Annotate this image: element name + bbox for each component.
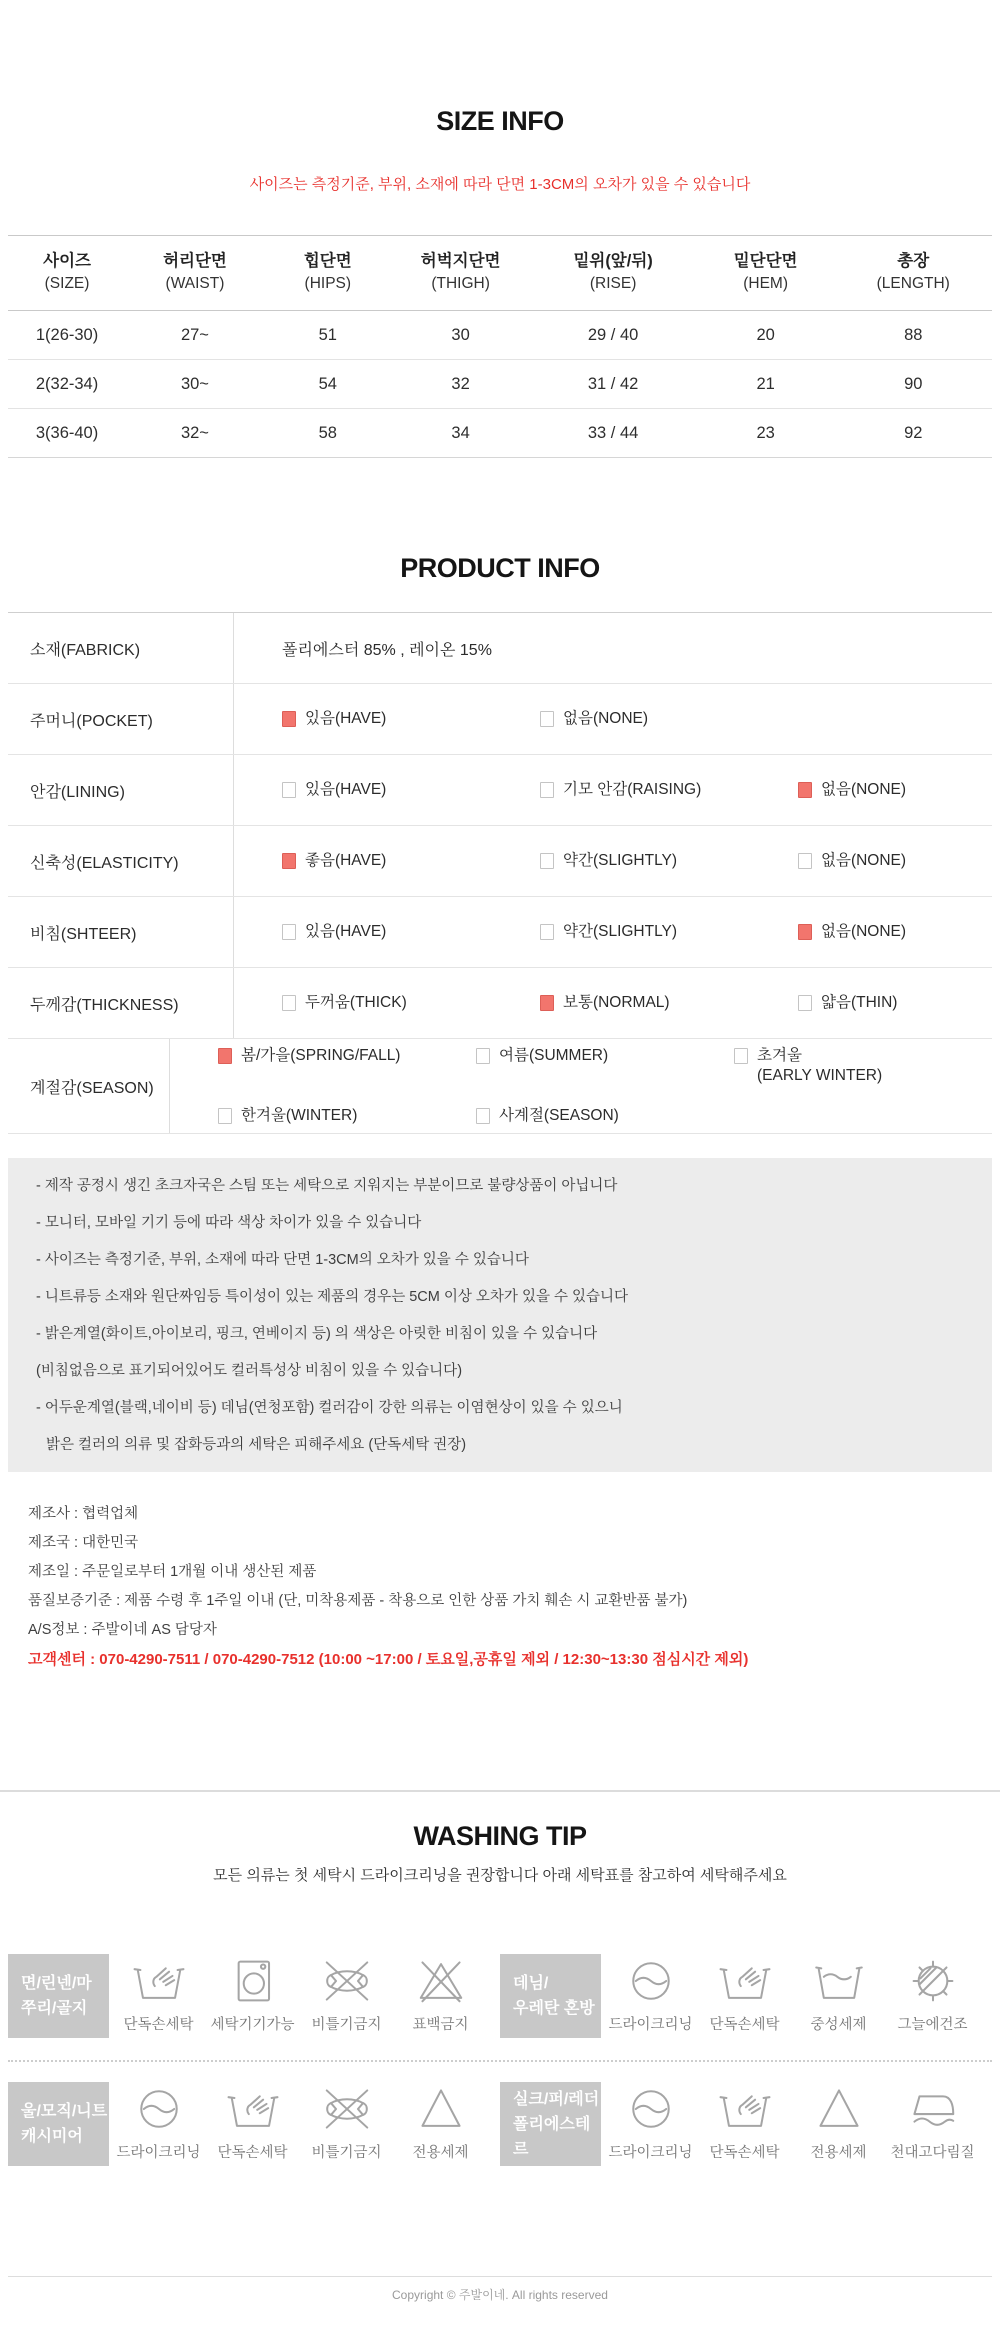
option-checkbox	[282, 782, 296, 798]
dry-clean-icon	[624, 1954, 678, 2008]
note-line: - 밝은계열(화이트,아이보리, 핑크, 연베이지 등) 의 색상은 아릿한 비침이 있을 수 있습니다	[36, 1326, 598, 1342]
header-length: 총장 (LENGTH)	[835, 236, 993, 311]
product-row-season	[8, 1039, 992, 1134]
handwash-icon	[718, 1954, 772, 2008]
option-label: 보통(NORMAL)	[563, 994, 670, 1011]
option-label: 있음(HAVE)	[305, 923, 387, 940]
option-label: 없음(NONE)	[821, 852, 907, 869]
fabric-group-label: 실크/퍼/레더 폴리에스테르	[500, 2082, 601, 2166]
care-caption: 단독손세탁	[217, 2145, 288, 2161]
note-line: - 사이즈는 측정기준, 부위, 소재에 따라 단면 1-3CM의 오차가 있을 수 있습니다	[36, 1252, 529, 1268]
option-label: 봄/가을(SPRING/FALL)	[241, 1047, 401, 1064]
product-row-sheer	[8, 897, 992, 968]
care-item	[700, 1954, 789, 2034]
header-hem: 밑단단면 (HEM)	[697, 236, 835, 311]
product-info-title: PRODUCT INFO	[400, 553, 600, 583]
option-label: 기모 안감(RAISING)	[563, 781, 702, 798]
care-caption: 표백금지	[412, 2017, 469, 2033]
maker-info	[8, 1500, 992, 1674]
option-label: 두꺼움(THICK)	[305, 994, 407, 1011]
size-cell: 20	[697, 311, 835, 360]
option-label: 없음(NONE)	[821, 923, 907, 940]
washing-group-denim	[500, 1954, 992, 2038]
care-caption: 드라이크리닝	[116, 2145, 201, 2161]
option-checkbox	[282, 995, 296, 1011]
dry-clean-icon	[624, 2082, 678, 2136]
option-label: 약간(SLIGHTLY)	[563, 852, 678, 869]
option-checkbox	[798, 995, 812, 1011]
product-option	[798, 780, 906, 800]
care-caption: 드라이크리닝	[608, 2017, 693, 2033]
no-wring-icon	[320, 1954, 374, 2008]
product-row-thickness	[8, 968, 992, 1039]
size-row	[8, 409, 992, 458]
option-checkbox	[218, 1108, 232, 1124]
care-caption: 단독손세탁	[709, 2017, 780, 2033]
row-label: 소재(FABRICK)	[30, 641, 141, 659]
product-option	[734, 1046, 992, 1086]
size-cell: 27~	[126, 311, 264, 360]
care-item	[888, 1954, 977, 2034]
care-caption: 전용세제	[412, 2145, 469, 2161]
option-checkbox	[798, 924, 812, 940]
row-label: 주머니(POCKET)	[30, 712, 153, 730]
care-item	[606, 1954, 695, 2034]
care-item	[606, 2082, 695, 2162]
maker-line: 제조일 : 주문일로부터 1개월 이내 생산된 제품	[28, 1564, 317, 1580]
fabric-value: 폴리에스터 85% , 레이온 15%	[233, 613, 992, 683]
size-info-title: SIZE INFO	[436, 106, 564, 136]
note-line: - 모니터, 모바일 기기 등에 따라 색상 차이가 있을 수 있습니다	[36, 1215, 422, 1231]
header-rise: 밑위(앞/뒤) (RISE)	[529, 236, 696, 311]
header-hips: 힙단면 (HIPS)	[264, 236, 392, 311]
notice-box	[8, 1158, 992, 1472]
washing-row-2	[8, 2082, 992, 2166]
product-option	[282, 780, 540, 800]
option-checkbox	[282, 924, 296, 940]
option-checkbox	[540, 711, 554, 727]
no-wring-icon	[320, 2082, 374, 2136]
care-item	[700, 2082, 789, 2162]
maker-line: A/S정보 : 주발이네 AS 담당자	[28, 1622, 217, 1638]
product-option	[540, 922, 798, 942]
option-label: 없음(NONE)	[563, 710, 649, 727]
size-cell: 29 / 40	[529, 311, 696, 360]
size-cell: 30~	[126, 360, 264, 409]
product-option	[282, 851, 540, 871]
option-checkbox	[540, 995, 554, 1011]
detergent-only-icon	[414, 2082, 468, 2136]
footer-divider	[8, 2276, 992, 2277]
size-cell: 30	[392, 311, 530, 360]
size-cell: 92	[835, 409, 993, 458]
washing-group-cotton	[8, 1954, 500, 2038]
handwash-icon	[226, 2082, 280, 2136]
note-line: (비침없음으로 표기되어있어도 컬러특성상 비침이 있을 수 있습니다)	[36, 1363, 463, 1379]
size-cell: 33 / 44	[529, 409, 696, 458]
no-bleach-icon	[414, 1954, 468, 2008]
row-label: 계절감(SEASON)	[30, 1079, 154, 1097]
washing-machine-icon	[226, 1954, 280, 2008]
care-item	[302, 1954, 391, 2034]
care-caption: 비틀기금지	[311, 2017, 382, 2033]
care-caption: 중성세제	[810, 2017, 867, 2033]
shade-dry-icon	[906, 1954, 960, 2008]
size-table	[8, 235, 992, 458]
option-label: 여름(SUMMER)	[499, 1047, 609, 1064]
note-line: 밝은 컬러의 의류 및 잡화등과의 세탁은 피해주세요 (단독세탁 권장)	[46, 1437, 467, 1453]
option-label: 약간(SLIGHTLY)	[563, 923, 678, 940]
size-cell: 54	[264, 360, 392, 409]
product-option	[540, 993, 798, 1013]
note-line: - 니트류등 소재와 원단짜임등 특이성이 있는 제품의 경우는 5CM 이상 오차가 있을 수 있습니다	[36, 1289, 629, 1305]
option-checkbox	[798, 782, 812, 798]
option-checkbox	[540, 782, 554, 798]
handwash-icon	[132, 1954, 186, 2008]
footer-copyright: Copyright © 주발이네. All rights reserved	[392, 2288, 608, 2302]
option-label: 있음(HAVE)	[305, 710, 387, 727]
care-item	[208, 1954, 297, 2034]
row-label: 비침(SHTEER)	[30, 925, 137, 943]
product-option	[798, 922, 906, 942]
option-checkbox	[218, 1048, 232, 1064]
product-option	[540, 709, 648, 729]
detergent-only-icon	[812, 2082, 866, 2136]
option-label: 한겨울(WINTER)	[241, 1107, 358, 1124]
option-checkbox	[540, 924, 554, 940]
option-checkbox	[476, 1048, 490, 1064]
care-caption: 단독손세탁	[123, 2017, 194, 2033]
size-cell: 31 / 42	[529, 360, 696, 409]
option-checkbox	[734, 1048, 748, 1064]
handwash-icon	[718, 2082, 772, 2136]
product-option	[798, 993, 897, 1013]
size-cell: 58	[264, 409, 392, 458]
care-item	[302, 2082, 391, 2162]
size-cell: 23	[697, 409, 835, 458]
customer-center-line: 고객센터 : 070-4290-7511 / 070-4290-7512 (10:00 ~17:00 / 토요일,공휴일 제외 / 12:30~13:30 점심시간 제외)	[28, 1651, 749, 1668]
care-item	[208, 2082, 297, 2162]
row-label: 두께감(THICKNESS)	[30, 996, 179, 1014]
care-item	[396, 2082, 485, 2162]
product-option	[282, 922, 540, 942]
product-option	[540, 851, 798, 871]
product-option	[282, 709, 540, 729]
option-label: 얇음(THIN)	[821, 994, 898, 1011]
care-item	[888, 2082, 977, 2162]
care-caption: 세탁기기가능	[210, 2017, 295, 2033]
note-line: - 어두운계열(블랙,네이비 등) 데님(연청포함) 컬러감이 강한 의류는 이염현상이 있을 수 있으니	[36, 1400, 623, 1416]
size-cell: 3(36-40)	[8, 409, 126, 458]
care-caption: 비틀기금지	[311, 2145, 382, 2161]
product-row-pocket	[8, 684, 992, 755]
care-caption: 단독손세탁	[709, 2145, 780, 2161]
size-cell: 34	[392, 409, 530, 458]
option-checkbox	[282, 853, 296, 869]
product-option	[218, 1046, 476, 1066]
option-checkbox	[798, 853, 812, 869]
product-row-fabric	[8, 613, 992, 684]
note-line: - 제작 공정시 생긴 초크자국은 스팀 또는 세탁으로 지워지는 부분이므로 불량상품이 아닙니다	[36, 1178, 618, 1194]
header-size: 사이즈 (SIZE)	[8, 236, 126, 311]
washing-tip-title: WASHING TIP	[413, 1821, 587, 1851]
option-label-sub: (EARLY WINTER)	[757, 1067, 883, 1084]
size-table-header-row	[8, 236, 992, 311]
option-checkbox	[476, 1108, 490, 1124]
product-option	[218, 1106, 476, 1126]
care-item	[794, 2082, 883, 2162]
option-label: 초겨울	[757, 1047, 802, 1064]
care-item	[794, 1954, 883, 2034]
option-label: 있음(HAVE)	[305, 781, 387, 798]
fabric-group-label: 울/모직/니트 캐시미어	[8, 2082, 109, 2166]
product-option	[282, 993, 540, 1013]
option-label: 없음(NONE)	[821, 781, 907, 798]
neutral-detergent-icon	[812, 1954, 866, 2008]
maker-line: 품질보증기준 : 제품 수령 후 1주일 이내 (단, 미착용제품 - 착용으로 인한 상품 가치 훼손 시 교환반품 불가)	[28, 1593, 688, 1609]
care-item	[114, 1954, 203, 2034]
care-item	[396, 1954, 485, 2034]
size-cell: 51	[264, 311, 392, 360]
product-row-lining	[8, 755, 992, 826]
option-checkbox	[540, 853, 554, 869]
option-checkbox	[282, 711, 296, 727]
product-option	[476, 1106, 734, 1126]
header-thigh: 허벅지단면 (THIGH)	[392, 236, 530, 311]
care-caption: 천대고다림질	[890, 2145, 975, 2161]
size-cell: 32~	[126, 409, 264, 458]
product-row-elasticity	[8, 826, 992, 897]
maker-line: 제조사 : 협력업체	[28, 1506, 139, 1522]
fabric-group-label: 면/린넨/마 쭈리/골지	[8, 1954, 109, 2038]
product-option	[540, 780, 798, 800]
size-cell: 21	[697, 360, 835, 409]
header-waist: 허리단면 (WAIST)	[126, 236, 264, 311]
product-info-table	[8, 612, 992, 1134]
size-cell: 2(32-34)	[8, 360, 126, 409]
row-label: 신축성(ELASTICITY)	[30, 854, 179, 872]
care-caption: 드라이크리닝	[608, 2145, 693, 2161]
size-cell: 32	[392, 360, 530, 409]
dotted-divider	[8, 2060, 992, 2062]
washing-group-silk	[500, 2082, 992, 2166]
washing-group-wool	[8, 2082, 500, 2166]
row-label: 안감(LINING)	[30, 783, 125, 801]
dry-clean-icon	[132, 2082, 186, 2136]
fabric-group-label: 데님/ 우레탄 혼방	[500, 1954, 601, 2038]
care-item	[114, 2082, 203, 2162]
option-label: 좋음(HAVE)	[305, 852, 387, 869]
care-caption: 그늘에건조	[897, 2017, 968, 2033]
washing-row-1	[8, 1954, 992, 2038]
product-option	[798, 851, 906, 871]
option-label: 사계절(SEASON)	[499, 1107, 619, 1124]
size-cell: 88	[835, 311, 993, 360]
iron-cloth-icon	[906, 2082, 960, 2136]
care-caption: 전용세제	[810, 2145, 867, 2161]
maker-line: 제조국 : 대한민국	[28, 1535, 139, 1551]
size-row	[8, 360, 992, 409]
size-cell: 1(26-30)	[8, 311, 126, 360]
size-notice: 사이즈는 측정기준, 부위, 소재에 따라 단면 1-3CM의 오차가 있을 수 있습니다	[249, 176, 751, 193]
size-cell: 90	[835, 360, 993, 409]
size-row	[8, 311, 992, 360]
product-option	[476, 1046, 734, 1066]
washing-subtitle: 모든 의류는 첫 세탁시 드라이크리닝을 권장합니다 아래 세탁표를 참고하여 세탁해주세요	[213, 1867, 787, 1884]
